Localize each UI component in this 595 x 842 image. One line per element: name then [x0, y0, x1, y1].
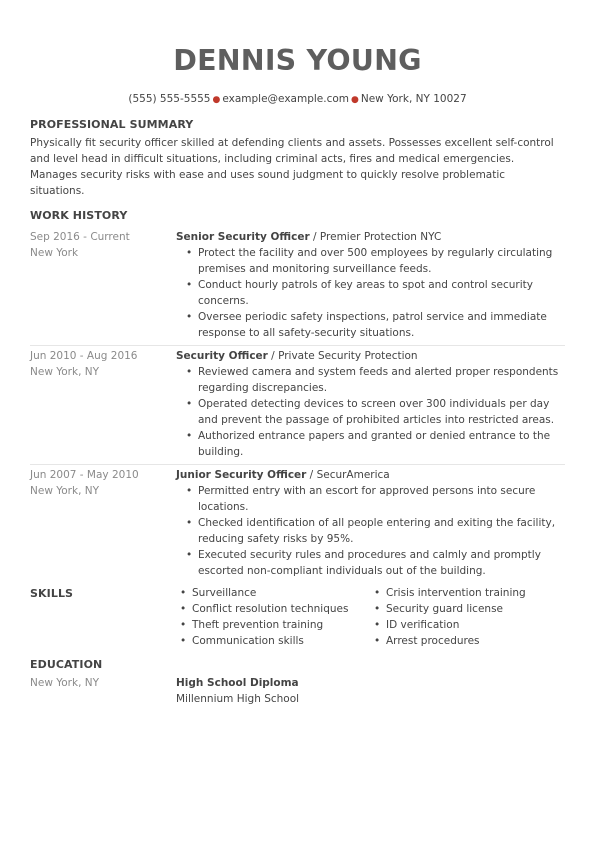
job-header — [176, 348, 418, 364]
summary-line: situations. — [30, 185, 85, 197]
job-bullet: • Oversee periodic safety inspections, patrol service and immediate response to all safety-security situations. — [198, 309, 578, 341]
education-location: New York, NY — [30, 677, 100, 689]
job-dates: Jun 2010 - Aug 2016 — [30, 350, 138, 362]
job-bullet: • Authorized entrance papers and granted or denied entrance to the building. — [198, 428, 578, 460]
skill-item: • Crisis intervention training — [386, 585, 526, 601]
job-location: New York, NY — [30, 366, 100, 378]
job-title: Security Officer — [176, 350, 268, 362]
skill-item: • Surveillance — [192, 585, 348, 601]
job-company: SecurAmerica — [316, 469, 390, 481]
job-bullet: • Checked identification of all people entering and exiting the facility, reducing safety risks by 95%. — [198, 515, 578, 547]
job-bullet: • Executed security rules and procedures and calmly and promptly escorted non-compliant individuals out of the building. — [198, 547, 578, 579]
summary-text — [30, 135, 570, 199]
job-bullet: • Permitted entry with an escort for approved persons into secure locations. — [198, 483, 578, 515]
job-bullets — [182, 364, 578, 460]
summary-line: and level head in difficult situations, including criminal acts, fires and medical emergencies. — [30, 153, 515, 165]
job-separator: / — [267, 350, 279, 362]
skills-column-right — [370, 585, 526, 649]
address-location: New York, NY 10027 — [360, 93, 467, 105]
skill-item: • Security guard license — [386, 601, 526, 617]
education-degree: High School Diploma — [176, 677, 299, 689]
job-dates: Sep 2016 - Current — [30, 231, 130, 243]
job-bullets — [182, 483, 578, 579]
job-bullets — [182, 245, 578, 341]
divider — [30, 345, 565, 346]
skill-item: • Theft prevention training — [192, 617, 348, 633]
skill-item: • Communication skills — [192, 633, 348, 649]
skills-column-left — [176, 585, 348, 649]
email-address: example@example.com — [222, 93, 349, 105]
job-dates: Jun 2007 - May 2010 — [30, 469, 139, 481]
job-header — [176, 229, 441, 245]
job-bullet: • Protect the facility and over 500 employees by regularly circulating premises and monitoring surveillance feeds. — [198, 245, 578, 277]
job-location: New York — [30, 247, 79, 259]
job-location: New York, NY — [30, 485, 100, 497]
job-title: Senior Security Officer — [176, 231, 310, 243]
skill-item: • Arrest procedures — [386, 633, 526, 649]
job-separator: / — [309, 231, 320, 243]
work-history-heading: WORK HISTORY — [30, 209, 128, 222]
skill-item: • Conflict resolution techniques — [192, 601, 348, 617]
skills-heading: SKILLS — [30, 587, 74, 600]
job-bullet: • Operated detecting devices to screen over 300 individuals per day and prevent the passage of prohibited articles into restricted areas. — [198, 396, 578, 428]
candidate-name: DENNIS YOUNG — [173, 44, 422, 77]
job-bullet: • Reviewed camera and system feeds and alerted proper respondents regarding discrepancies. — [198, 364, 578, 396]
divider — [30, 464, 565, 465]
job-title: Junior Security Officer — [176, 469, 307, 481]
education-heading: EDUCATION — [30, 658, 103, 671]
phone-number: (555) 555-5555 — [128, 93, 211, 105]
contact-line — [0, 93, 595, 105]
job-header — [176, 467, 390, 483]
separator-dot-icon: ● — [351, 95, 359, 105]
skill-item: • ID verification — [386, 617, 526, 633]
separator-dot-icon: ● — [212, 95, 221, 105]
job-bullet: • Conduct hourly patrols of key areas to spot and control security concerns. — [198, 277, 578, 309]
job-separator: / — [306, 469, 317, 481]
summary-line: Manages security risks with ease and uses sound judgment to quickly resolve problematic — [30, 169, 506, 181]
job-company: Private Security Protection — [278, 350, 418, 362]
summary-heading: PROFESSIONAL SUMMARY — [30, 118, 194, 131]
education-school: Millennium High School — [176, 693, 300, 705]
job-company: Premier Protection NYC — [319, 231, 442, 243]
summary-line: Physically fit security officer skilled at defending clients and assets. Possesses excellent self-control — [30, 137, 554, 149]
